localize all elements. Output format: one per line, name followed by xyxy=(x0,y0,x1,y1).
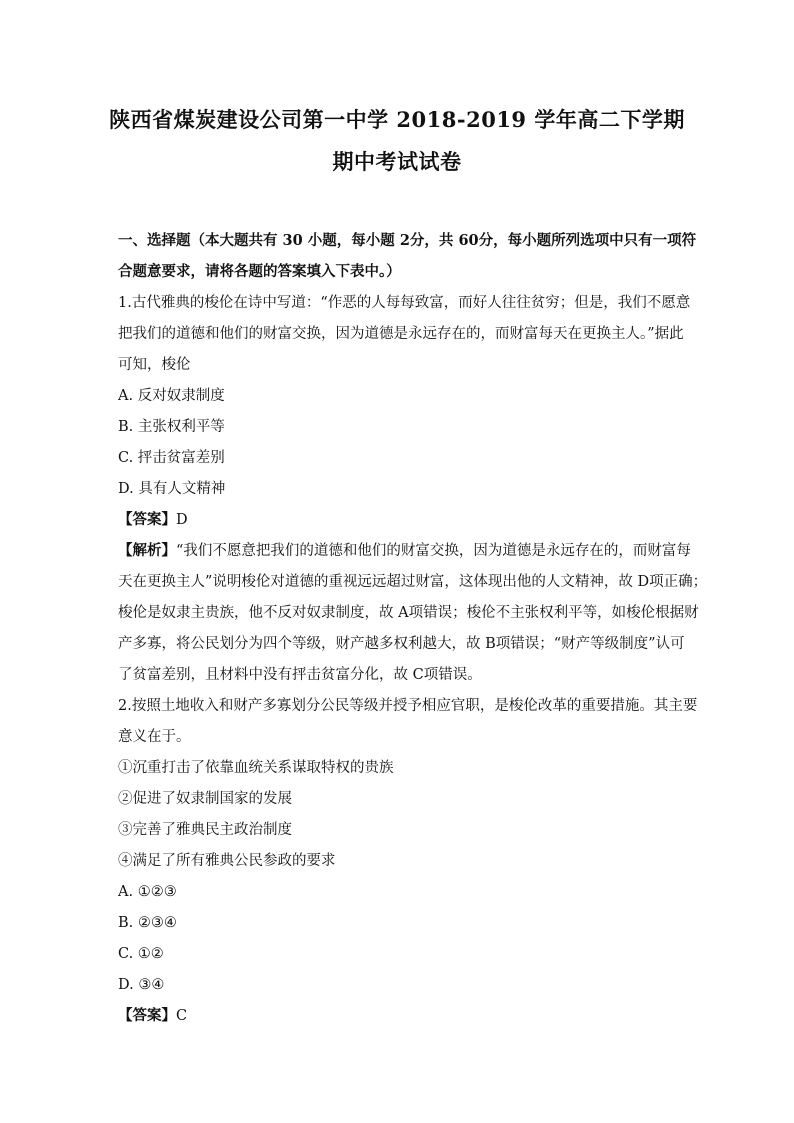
q1-option-d: D. 具有人文精神 xyxy=(118,481,226,497)
q1-stem-line1: 1.古代雅典的梭伦在诗中写道：“作恶的人每每致富，而好人往往贫穷；但是，我们不愿意 xyxy=(118,295,691,311)
q1-analysis-line5: 了贫富差别，且材料中没有抨击贫富分化，故 C项错误。 xyxy=(118,667,482,683)
q1-answer-value: D xyxy=(176,512,188,528)
doc-title-line2: 期中考试试卷 xyxy=(332,149,462,174)
section-heading-line2: 合题意要求，请将各题的答案填入下表中。） xyxy=(118,263,401,280)
q1-analysis-line3: 梭伦是奴隶主贵族，他不反对奴隶制度，故 A项错误；梭伦不主张权利平等，如梭伦根据财 xyxy=(118,605,699,621)
q2-option-c: C. ①② xyxy=(118,946,164,962)
q1-stem-line2: 把我们的道德和他们的财富交换，因为道德是永远存在的，而财富每天在更换主人。”据此 xyxy=(118,326,684,342)
q1-analysis-line1 xyxy=(118,542,691,560)
q2-stem-line2: 意义在于。 xyxy=(118,729,191,745)
q1-answer xyxy=(118,511,678,529)
q2-option-b: B. ②③④ xyxy=(118,915,177,931)
q2-answer-key: 【答案】 xyxy=(118,1007,176,1024)
q1-option-a: A. 反对奴隶制度 xyxy=(118,388,225,404)
q2-answer xyxy=(118,1007,678,1025)
q1-option-b: B. 主张权利平等 xyxy=(118,419,225,435)
q2-item-4: ④满足了所有雅典公民参政的要求 xyxy=(118,853,336,869)
q1-answer-key: 【答案】 xyxy=(118,511,176,528)
q1-stem-line3: 可知，梭伦 xyxy=(118,357,191,373)
q1-analysis-line4: 产多寡，将公民划分为四个等级，财产越多权利越大，故 B项错误；“财产等级制度”认可 xyxy=(118,636,685,652)
q2-stem-line1: 2.按照土地收入和财产多寡划分公民等级并授予相应官职，是梭伦改革的重要措施。其主要 xyxy=(118,698,698,714)
q1-analysis-key: 【解析】 xyxy=(118,542,176,559)
q1-option-c: C. 抨击贫富差别 xyxy=(118,450,225,466)
q2-option-a: A. ①②③ xyxy=(118,884,177,900)
doc-title-line1: 陕西省煤炭建设公司第一中学 2018-2019 学年高二下学期 xyxy=(109,107,685,132)
q2-answer-value: C xyxy=(176,1008,188,1024)
q2-item-1: ①沉重打击了依靠血统关系谋取特权的贵族 xyxy=(118,760,394,776)
q2-item-2: ②促进了奴隶制国家的发展 xyxy=(118,791,292,807)
q1-analysis-text1: “我们不愿意把我们的道德和他们的财富交换，因为道德是永远存在的，而财富每 xyxy=(176,543,691,559)
q2-option-d: D. ③④ xyxy=(118,977,165,993)
section-heading-line1: 一、选择题（本大题共有 30 小题，每小题 2分，共 60分，每小题所列选项中只有一项符 xyxy=(118,232,697,249)
q2-item-3: ③完善了雅典民主政治制度 xyxy=(118,822,292,838)
q1-analysis-line2: 天在更换主人”说明梭伦对道德的重视远远超过财富，这体现出他的人文精神，故 D项正确； xyxy=(118,574,708,590)
